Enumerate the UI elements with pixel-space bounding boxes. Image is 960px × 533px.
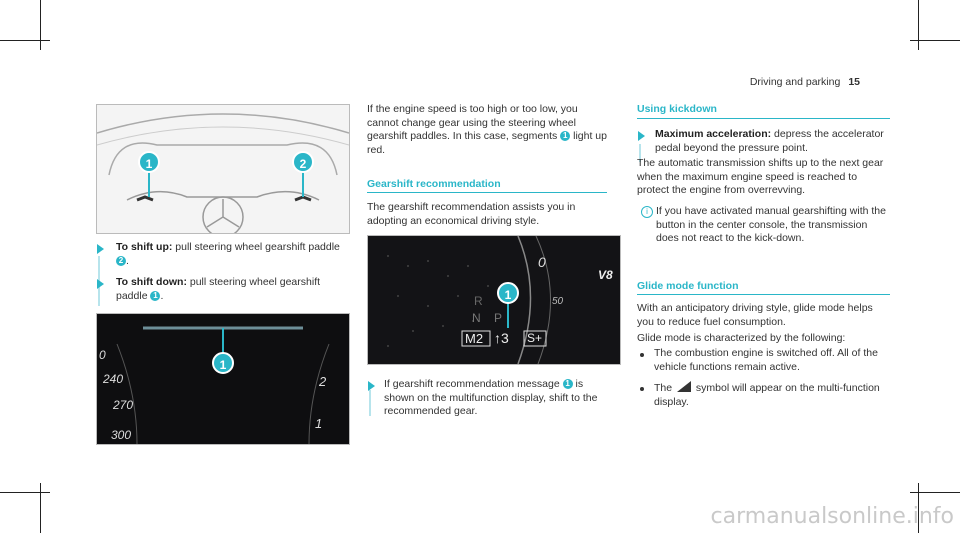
step-label: Maximum acceleration:	[655, 128, 772, 140]
ref-badge: 1	[560, 131, 570, 141]
callout-1: 1	[212, 352, 234, 374]
speed-label: 240	[103, 372, 124, 386]
scale-label: 50	[552, 296, 564, 307]
step-arrow-icon	[638, 131, 645, 141]
paragraph: The gearshift recommendation assists you in adopting an economical driving style.	[367, 201, 576, 227]
step-arrow-icon	[97, 279, 104, 289]
gear-recommendation-figure	[367, 235, 621, 365]
kickdown-step	[655, 128, 890, 155]
intro-end: light up red.	[367, 130, 607, 156]
step-label: To shift down:	[116, 276, 187, 288]
gear-recommendation-message: ↑3	[494, 330, 509, 346]
tacho-label: 1	[315, 416, 323, 431]
list-text: symbol will appear on the multi-function display.	[654, 382, 880, 408]
crop-mark	[40, 483, 41, 533]
intro-text: If the engine speed is too high or too low, you cannot change gear using the steering wheel gearshift paddles. In this case, segments	[367, 103, 578, 142]
list-item: The combustion engine is switched off. All of the vehicle functions remain active.	[654, 347, 878, 373]
step-text: If gearshift recommendation message	[384, 378, 563, 390]
intro-paragraph	[367, 103, 607, 157]
gear-n: N	[472, 311, 481, 325]
crop-mark	[0, 492, 50, 493]
heading-rule	[637, 118, 890, 119]
tacho-label: 2	[319, 374, 327, 389]
scale-label: 0	[538, 254, 546, 270]
note-paragraph: If you have activated manual gearshifting with the button in the center console, the transmission does not react to the kick-down.	[656, 205, 886, 244]
running-header	[750, 76, 860, 88]
glide-mode-icon	[677, 381, 691, 392]
heading-rule	[637, 294, 890, 295]
section-heading: Using kickdown	[637, 103, 717, 115]
heading-rule	[367, 192, 607, 193]
shift-up-step	[116, 241, 346, 268]
info-icon: i	[641, 206, 653, 218]
step-arrow-icon	[368, 381, 375, 391]
step-text: is shown on the multifunction display, shift to the recommended gear.	[384, 378, 598, 417]
callout-1: 1	[138, 151, 160, 173]
section-heading: Gearshift recommendation	[367, 178, 501, 190]
section-heading: Glide mode function	[637, 280, 739, 292]
speed-label: 270	[113, 398, 134, 412]
step-arrow-icon	[97, 244, 104, 254]
bullet-icon	[640, 387, 644, 391]
sport-plus-indicator: S+	[527, 331, 543, 345]
engine-badge: V8	[598, 268, 613, 282]
crop-mark	[0, 40, 50, 41]
step-text: pull steering wheel gearshift paddle	[116, 276, 321, 302]
step-bar	[369, 390, 371, 416]
crop-mark	[40, 0, 41, 50]
recommendation-step	[384, 378, 608, 419]
callout-1: 1	[497, 282, 519, 304]
ref-badge: 1	[150, 291, 160, 301]
steering-wheel-figure	[96, 104, 350, 234]
step-label: To shift up:	[116, 241, 173, 253]
paragraph: With an anticipatory driving style, glide mode helps you to reduce fuel consumption.	[637, 302, 873, 328]
paragraph: Glide mode is characterized by the following:	[637, 332, 846, 344]
step-text: pull steering wheel gearshift paddle	[172, 241, 340, 253]
gear-p: P	[494, 311, 503, 325]
bullet-icon	[640, 353, 644, 357]
ref-badge: 1	[563, 379, 573, 389]
list-item	[654, 381, 886, 409]
page-number: 15	[848, 76, 860, 88]
ref-badge: 2	[116, 256, 126, 266]
speed-label: 0	[99, 348, 106, 362]
watermark: carmanualsonline.info	[710, 504, 954, 529]
callout-2: 2	[292, 151, 314, 173]
list-text: The	[654, 382, 676, 394]
step-end: .	[160, 289, 164, 302]
manual-mode-indicator: M2	[465, 331, 484, 346]
speedometer-illustration	[97, 314, 349, 444]
crop-mark	[918, 0, 919, 50]
paragraph: The automatic transmission shifts up to the next gear when the maximum engine speed is reached to protect the engine from overrevving.	[637, 157, 884, 196]
section-title: Driving and parking	[749, 76, 841, 88]
speed-label: 300	[111, 428, 132, 442]
gear-r: R	[474, 294, 483, 308]
shift-down-step	[116, 276, 346, 303]
step-end: .	[126, 254, 129, 267]
step-text: depress the accelerator pedal beyond the pressure point.	[655, 128, 884, 154]
instrument-cluster-figure	[96, 313, 350, 445]
